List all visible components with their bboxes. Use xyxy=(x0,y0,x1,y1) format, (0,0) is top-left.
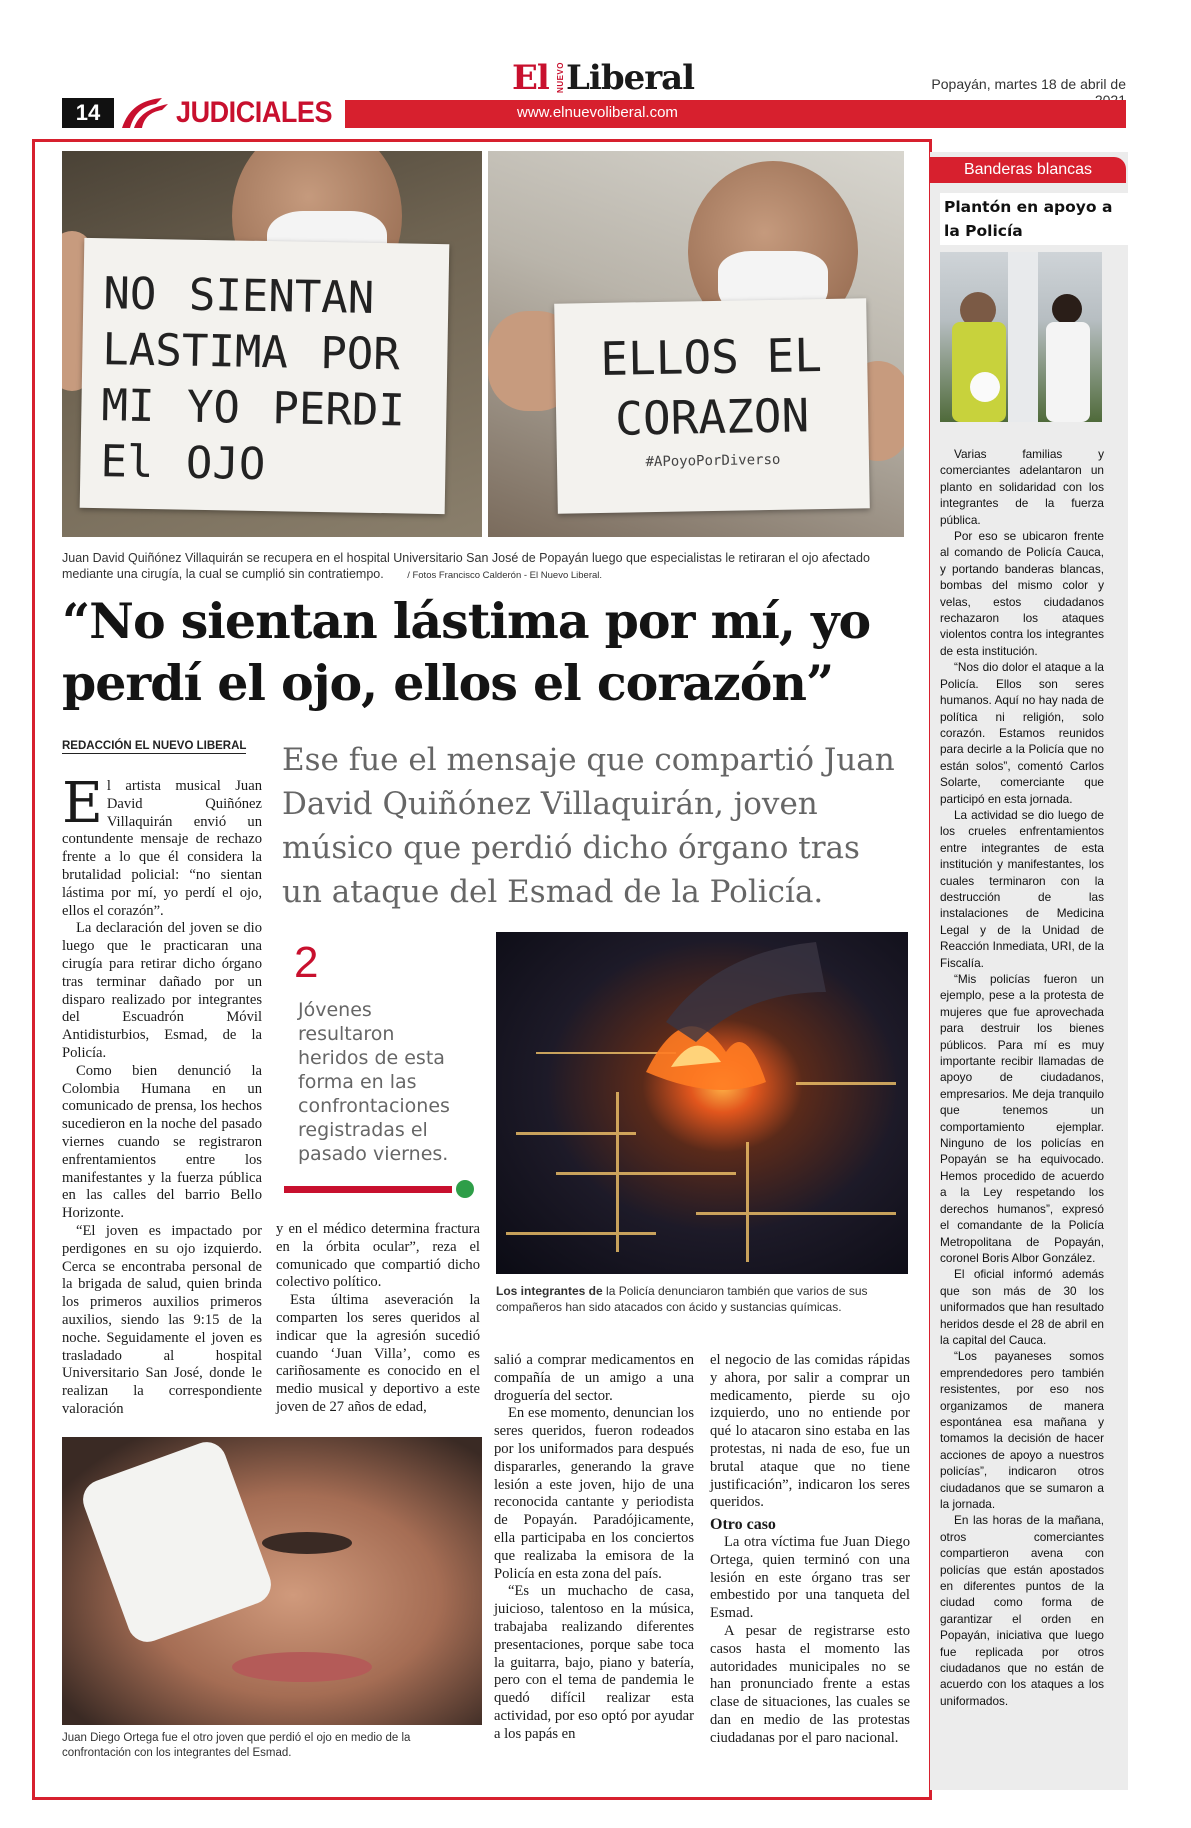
paragraph: “Mis policías fueron un ejemplo, pese a la protesta de mujeres que fue aprovechada para destruir los bienes públicos. Para mí es muy importante recibir llamadas de apoyo de ciudadanos, empresarios. Me deja tranquilo que tenemos un comportamiento ejemplar. Ninguno de los policías en Popayán se ha equivocado. Hemos procedido de acuerdo a la Ley respetando los derechos humanos”, expresó el comandante de la Policía Metropolitana de Popayán, coronel Boris Albor González. xyxy=(940,972,1104,1265)
photo-city-fire xyxy=(496,932,908,1274)
paragraph: La declaración del joven se dio luego que le practicaran una cirugía para retirar dicho órgano tras terminar dañado por un disparo realizado por integrantes del Escuadrón Móvil Antidisturbios, Esmad, de la Policía. xyxy=(62,920,262,1061)
sign-1 xyxy=(80,238,450,514)
photo-sign-1 xyxy=(62,151,482,537)
sign-2-text: ELLOS EL CORAZON xyxy=(599,328,823,446)
site-url: www.elnuevoliberal.com xyxy=(517,104,678,121)
sidebar-body xyxy=(940,446,1104,1709)
header-red-band xyxy=(345,100,1126,128)
logo-liberal: Liberal xyxy=(566,58,695,98)
page-number: 14 xyxy=(62,98,114,128)
paragraph: Como bien denunció la Colombia Humana en un comunicado de prensa, los hechos sucedieron en la noche del pasado viernes cuando se registraron enfrentamientos entre los manifestantes y la fuerza pública en las calles del barrio Bello Horizonte. xyxy=(62,1062,262,1222)
photo-caption-fire xyxy=(496,1283,906,1315)
body-column-1 xyxy=(62,771,262,1419)
paragraph: En las horas de la mañana, otros comerciantes compartieron avena con policías que están apostados en diferentes puntos de la ciudad como forma de garantizar el orden en Popayán, iniciativa que luego fue replicada por otros ciudadanos que no están de acuerdo con los ataques a los uniformados. xyxy=(940,1513,1104,1708)
caption-bold: Los integrantes de xyxy=(496,1284,603,1298)
body-column-2 xyxy=(276,1221,480,1417)
logo-el: El xyxy=(512,58,549,98)
headline: “No sientan lástima por mí, yo perdí el ojo, ellos el corazón” xyxy=(62,592,871,712)
paragraph: l artista musical Juan David Quiñónez Villaquirán envió un contundente mensaje de rechazo frente a lo que él considera la brutalidad policial: “no sientan lástima por mí, yo perdí el ojo, ellos el corazón”. xyxy=(62,778,262,919)
paragraph: salió a comprar medicamentos en compañía de un amigo a una droguería del sector. xyxy=(494,1352,694,1404)
body-column-3 xyxy=(494,1352,694,1744)
paragraph: “Nos dio dolor el ataque a la Policía. Ellos son seres humanos. Aquí no hay nada de política ni religión, solo corazón. Estamos reunidos para decirle a la Policía que no están solos”, comentó Carlos Solarte, comerciante que participó en esta jornada. xyxy=(940,660,1104,806)
caption-text: la Policía denunciaron también que varios de sus compañeros han sido atacados con ácido y sustancias químicas. xyxy=(496,1284,868,1314)
callout-dot xyxy=(456,1180,474,1198)
sidebar-photo xyxy=(940,252,1102,422)
callout-number: 2 xyxy=(294,938,319,987)
section-title: JUDICIALES xyxy=(176,96,333,129)
paragraph: En ese momento, denuncian los seres queridos, fueron rodeados por los uniformados para después dispararles, generando la grave lesión a este joven, hijo de una reconocida cantante y periodista de Popayán. Paradójicamente, ella participaba en los conciertos que realizaba la emisora de la Policía en esta zona del país. xyxy=(494,1405,694,1582)
sidebar-tab: Banderas blancas xyxy=(930,157,1126,183)
sign-2 xyxy=(554,298,870,513)
sidebar-title: Plantón en apoyo a la Policía xyxy=(940,193,1128,245)
sign-2-tag: #APoyoPorDiverso xyxy=(645,451,781,471)
paragraph: La actividad se dio luego de los crueles enfrentamientos entre integrantes de esta institución y manifestantes, los cuales terminaron con la destrucción de las instalaciones de Medicina Legal y de la Unidad de Reacción Inmediata, URI, de la Fiscalía. xyxy=(940,807,1104,970)
section-swoosh-icon xyxy=(118,96,174,130)
caption-text: Juan David Quiñónez Villaquirán se recupera en el hospital Universitario San José de Popayán luego que especialistas le retiraran el ojo afectado mediante una cirugía, la cual se cumplió sin contratiempo. xyxy=(62,551,870,581)
paragraph: El oficial informó además que son más de 30 los uniformados que han resultado heridos desde el 28 de abril en la capital del Cauca. xyxy=(940,1267,1104,1347)
deck: Ese fue el mensaje que compartió Juan David Quiñónez Villaquirán, joven músico que perdió dicho órgano tras un ataque del Esmad de la Policía. xyxy=(282,742,895,910)
paragraph: Esta última aseveración la comparten los seres queridos al indicar que la agresión sucedió cuando ‘Juan Villa’, como es cariñosamente es conocido en el medio musical y deportivo a este joven de 27 años de edad, xyxy=(276,1292,480,1415)
paragraph: Varias familias y comerciantes adelantaron un planto en solidaridad con los integrantes de la fuerza pública. xyxy=(940,447,1104,527)
paragraph: el negocio de las comidas rápidas y ahora, por salir a comprar un medicamento, pierde su ojo izquierdo, uno no entiende por qué lo atacaron sino estaba en las protestas, ni nada de eso, fue un brutal ataque que no tiene justificación”, indicaron los seres queridos. xyxy=(710,1352,910,1511)
photo-credit: / Fotos Francisco Calderón - El Nuevo Liberal. xyxy=(407,570,603,581)
city-lights xyxy=(496,932,908,1274)
paragraph: “Los payaneses somos emprendedores pero también resistentes, por eso nos organizamos de manera espontánea esa mañana y tomamos la decisión de hacer acciones de apoyo a nuestros policías”, indicaron otros ciudadanos que se sumaron a la jornada. xyxy=(940,1349,1104,1511)
callout-bar xyxy=(284,1186,452,1193)
callout-text: Jóvenes resultaron heridos de esta forma en las confrontaciones registradas el pasado viernes. xyxy=(298,999,450,1165)
photo-sign-2 xyxy=(488,151,904,537)
photo-caption-bottom: Juan Diego Ortega fue el otro joven que perdió el ojo en medio de la confrontación con los integrantes del Esmad. xyxy=(62,1732,411,1759)
logo-nuevo: NUEVO xyxy=(556,62,565,93)
paragraph: A pesar de registrarse esto casos hasta el momento las autoridades municipales no se han pronunciado frente a estas clase de situaciones, las cuales se dan en medio de las protestas ciudadanas por el paro nacional. xyxy=(710,1622,910,1746)
paragraph: La otra víctima fue Juan Diego Ortega, quien terminó con una lesión en este órgano tras ser embestido por una tanqueta del Esmad. xyxy=(710,1533,910,1622)
sign-1-text: NO SIENTAN LASTIMA POR MI YO PERDI El OJO xyxy=(100,268,406,491)
paragraph: “Es un muchacho de casa, juicioso, talentoso en la música, trabajaba realizando diferentes presentaciones, porque sabe toca la guitarra, bajo, piano y batería, pero con el tema de pandemia le quedó difícil realizar esta actividad, por eso optó por ayudar a los papás en xyxy=(494,1583,694,1742)
drop-cap: E xyxy=(62,771,103,836)
edition-date: Popayán, martes 18 de abril de xyxy=(931,76,1126,92)
photo-caption-top xyxy=(62,550,902,584)
paragraph: “El joven es impactado por perdigones en su ojo izquierdo. Cerca se encontraba personal de la brigada de salud, quien brinda los primeros auxilios primeros auxilios, siendo las 9:15 de la noche. Seguidamente el joven es trasladado al hospital Universitario San José, donde le realizan la correspondiente valoración xyxy=(62,1222,262,1417)
byline: REDACCIÓN EL NUEVO LIBERAL xyxy=(62,740,247,752)
photo-injured-youth xyxy=(62,1437,482,1725)
subhead: Otro caso xyxy=(710,1516,776,1534)
paragraph: Por eso se ubicaron frente al comando de Policía Cauca, y portando banderas blancas, bombas del mismo color y velas, estos ciudadanos rechazaron los ataques violentos contra los integrantes de esta institución. xyxy=(940,529,1104,658)
paragraph: y en el médico determina fractura en la órbita ocular”, reza el comunicado que compartió dicho colectivo político. xyxy=(276,1221,480,1291)
body-column-4 xyxy=(710,1352,910,1748)
